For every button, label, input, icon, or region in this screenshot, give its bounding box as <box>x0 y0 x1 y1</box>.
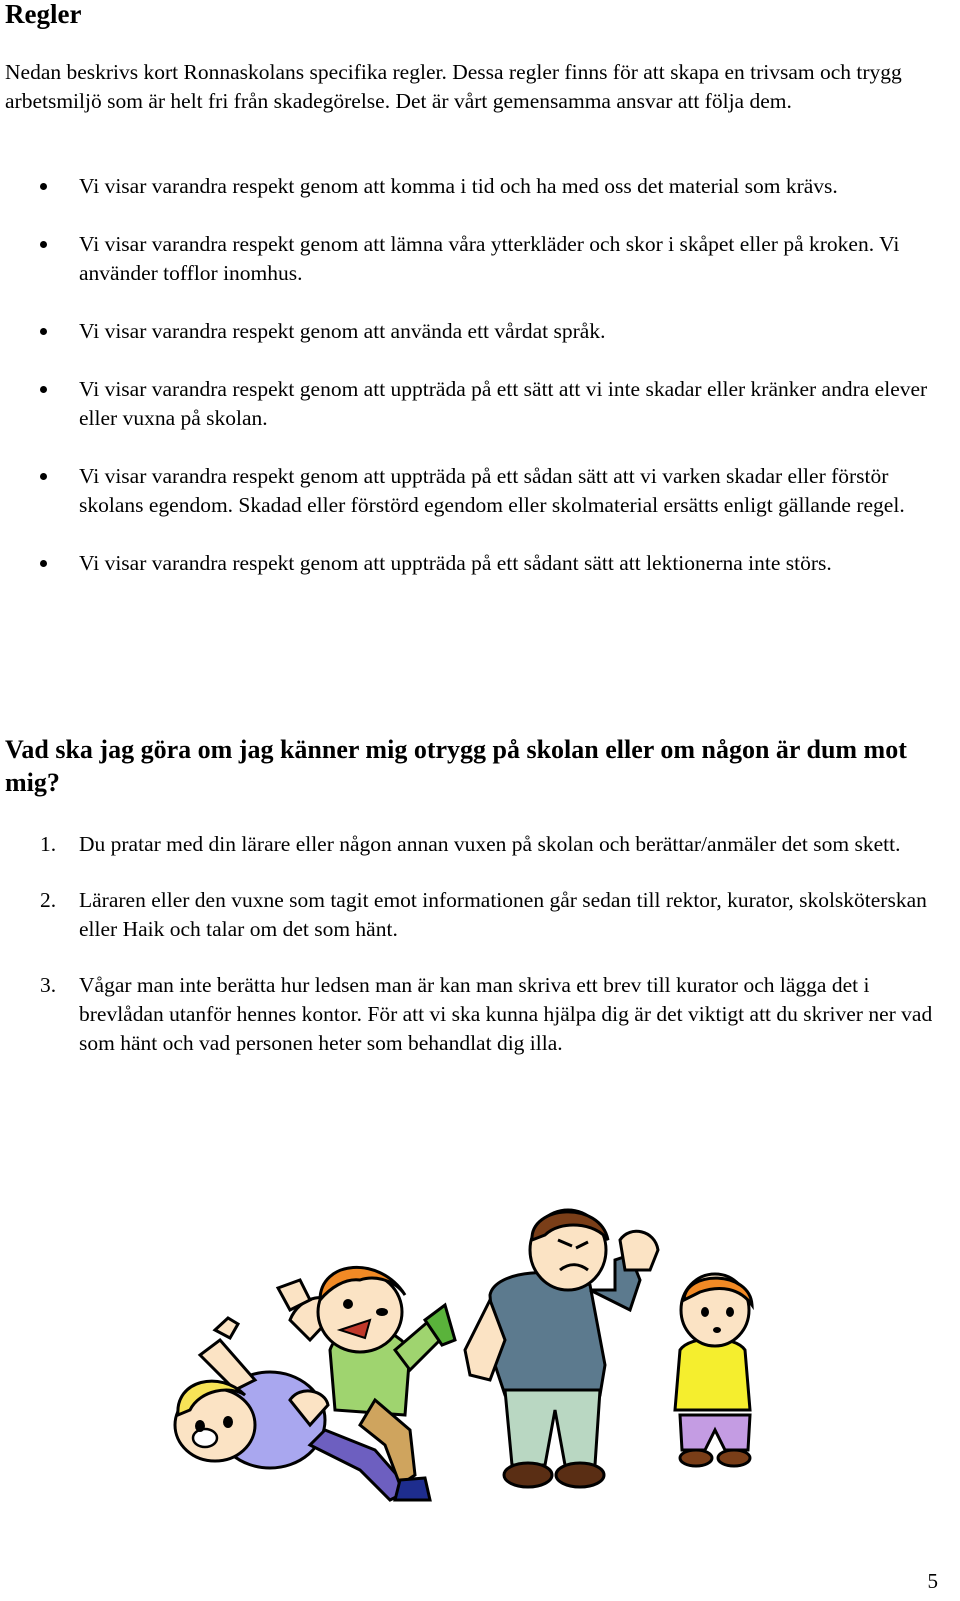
step-number: 2. <box>40 888 57 912</box>
list-item <box>0 971 944 1058</box>
step-number: 1. <box>40 832 57 856</box>
list-item <box>0 462 944 520</box>
rule-text: Vi visar varandra respekt genom att komma i tid och ha med oss det material som krävs. <box>79 174 838 198</box>
list-item <box>0 830 944 859</box>
page-title: Regler <box>5 0 82 29</box>
rule-text: Vi visar varandra respekt genom att lämna våra ytterkläder och skor i skåpet eller på kroken. Vi använder tofflor inomhus. <box>79 232 900 285</box>
bullying-illustration <box>160 1200 800 1530</box>
list-item <box>0 172 944 201</box>
fighting-kids-clipart <box>175 1267 455 1500</box>
rule-text: Vi visar varandra respekt genom att uppträda på ett sådan sätt att vi varken skadar eller förstör skolans egendom. Skadad eller förstörd egendom eller skolmaterial ersätts enligt gällande regel. <box>79 464 905 517</box>
bullet-icon <box>40 386 47 393</box>
step-text: Läraren eller den vuxne som tagit emot informationen går sedan till rektor, kurator, skolsköterskan eller Haik och talar om det som hänt. <box>79 888 927 941</box>
bullet-icon <box>40 328 47 335</box>
list-item <box>0 375 944 433</box>
bullet-icon <box>40 241 47 248</box>
list-item <box>0 230 944 288</box>
rules-list <box>0 172 960 607</box>
rule-text: Vi visar varandra respekt genom att använda ett vårdat språk. <box>79 319 606 343</box>
list-item <box>0 549 944 578</box>
rule-text: Vi visar varandra respekt genom att uppträda på ett sådant sätt att lektionerna inte störs. <box>79 551 832 575</box>
bullet-icon <box>40 560 47 567</box>
step-text: Du pratar med din lärare eller någon annan vuxen på skolan och berättar/anmäler det som skett. <box>79 832 901 856</box>
bullet-icon <box>40 473 47 480</box>
section-heading: Vad ska jag göra om jag känner mig otrygg på skolan eller om någon är dum mot mig? <box>5 735 907 797</box>
step-text: Vågar man inte berätta hur ledsen man är kan man skriva ett brev till kurator och lägga det i brevlådan utanför hennes kontor. För att vi ska kunna hjälpa dig är det viktigt att du skriver ner vad som hänt och vad personen heter som behandlat dig illa. <box>79 973 933 1055</box>
rule-text: Vi visar varandra respekt genom att uppträda på ett sätt att vi inte skadar eller kränker andra elever eller vuxna på skolan. <box>79 377 928 430</box>
intimidating-kids-clipart <box>465 1210 752 1487</box>
list-item <box>0 317 944 346</box>
intro-paragraph: Nedan beskrivs kort Ronnaskolans specifika regler. Dessa regler finns för att skapa en trivsam och trygg arbetsmiljö som är helt fri från skadegörelse. Det är vårt gemensamma ansvar att följa dem. <box>5 60 902 113</box>
step-number: 3. <box>40 973 57 997</box>
steps-list <box>0 830 960 1085</box>
bullet-icon <box>40 183 47 190</box>
list-item <box>0 886 944 944</box>
page-number: 5 <box>927 1569 938 1593</box>
